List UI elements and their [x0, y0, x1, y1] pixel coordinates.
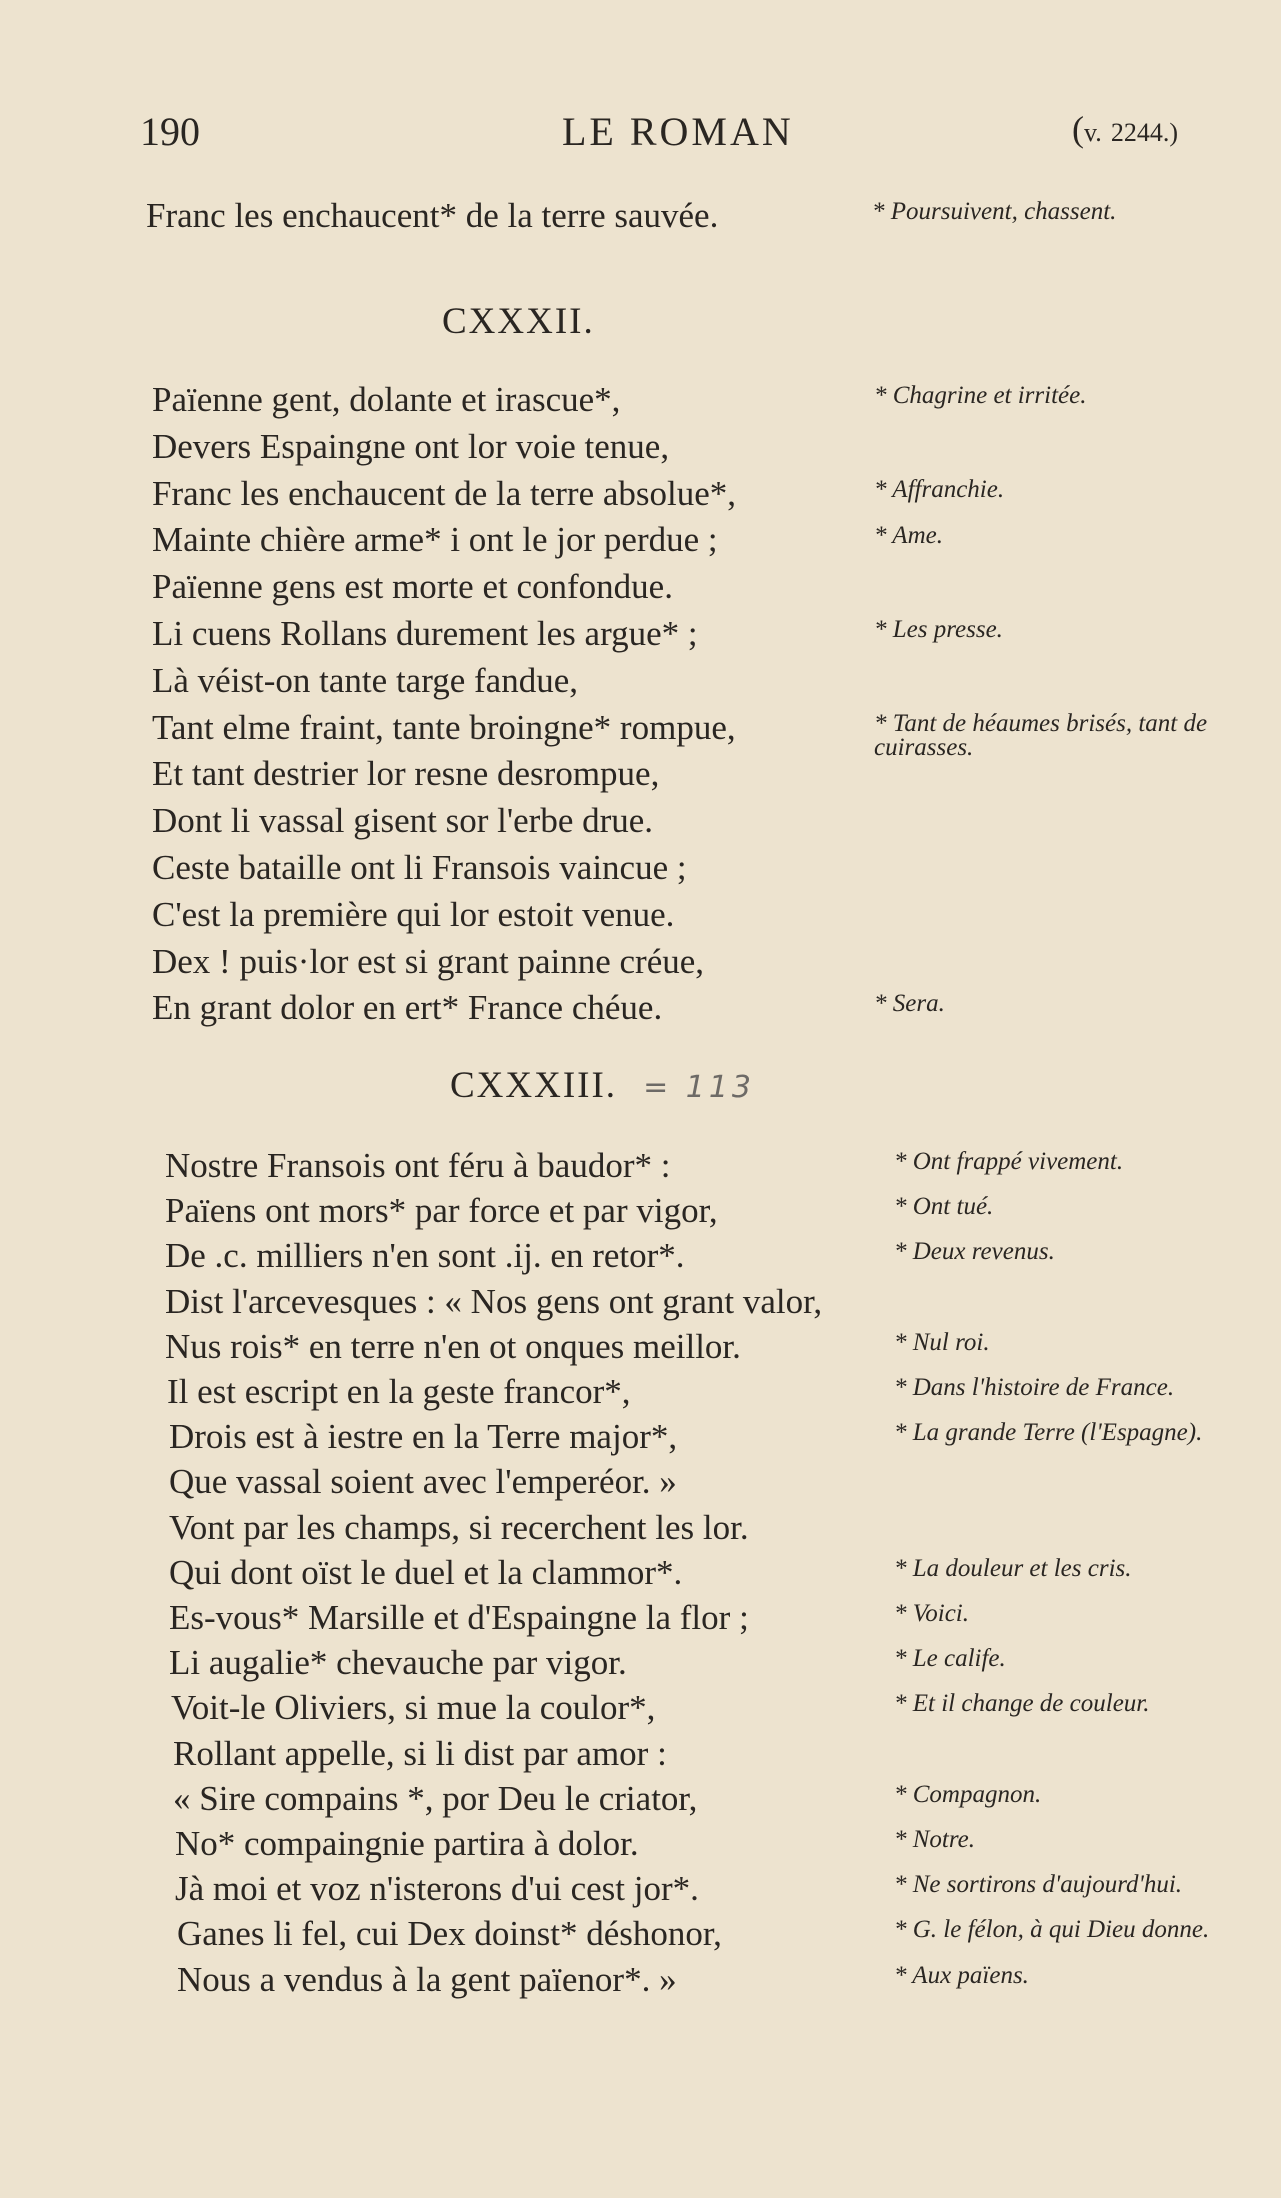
verse-line [0, 1598, 1281, 1642]
gloss-note: * Aux païens. [894, 1961, 1029, 1989]
verse-line [0, 754, 1281, 798]
running-title: LE ROMAN [562, 109, 794, 154]
gloss-note: * G. le félon, à qui Dieu donne. [894, 1916, 1210, 1944]
verse-text: Li cuens Rollans durement les argue* ; [152, 614, 698, 653]
verse-line [0, 380, 1281, 424]
verse-text: En grant dolor en ert* France chéue. [152, 988, 663, 1028]
verse-text: Tant elme fraint, tante broingne* rompue, [152, 707, 736, 747]
gloss-note: * Sera. [874, 990, 945, 1018]
verse-text: Mainte chière arme* i ont le jor perdue ; [152, 520, 718, 560]
gloss-note: * Ne sortirons d'aujourd'hui. [894, 1871, 1183, 1899]
verse-text: No* compaingnie partira à dolor. [175, 1824, 639, 1863]
pencil-annotation: = 113 [643, 1070, 755, 1105]
verse-line [0, 942, 1281, 986]
page-header [0, 108, 1281, 158]
verse-text: C'est la première qui lor estoit venue. [152, 894, 675, 934]
verse-text: Ceste bataille ont li Fransois vaincue ; [152, 848, 687, 887]
verse-line [0, 567, 1281, 611]
verse-line [0, 707, 1281, 761]
verse-text: Païens ont mors* par force et par vigor, [165, 1191, 718, 1231]
gloss-note: * Nul roi. [894, 1328, 990, 1356]
verse-text: Li augalie* chevauche par vigor. [169, 1643, 627, 1683]
verse-line [0, 196, 1281, 240]
verse-text: Païenne gens est morte et confondue. [152, 567, 673, 607]
verse-line [0, 1960, 1281, 2004]
gloss-note: * Le calife. [894, 1645, 1006, 1673]
gloss-note: * La grande Terre (l'Espagne). [894, 1419, 1203, 1447]
verse-line [0, 1462, 1281, 1506]
verse-line [0, 1688, 1281, 1732]
gloss-note: * Compagnon. [894, 1780, 1042, 1808]
page-number: 190 [140, 109, 200, 154]
verse-text: Jà moi et voz n'isterons d'ui cest jor*. [175, 1869, 699, 1909]
verse-line [0, 988, 1281, 1032]
verse-line [0, 1372, 1281, 1416]
verse-text: Dont li vassal gisent sor l'erbe drue. [152, 801, 654, 841]
verse-line [0, 1779, 1281, 1823]
verse-line [0, 1869, 1281, 1913]
verse-text: Vont par les champs, si recerchent les lor. [169, 1507, 749, 1547]
verse-line [0, 1236, 1281, 1280]
gloss-note: * Chagrine et irritée. [874, 382, 1087, 409]
verse-ref-open-paren: ( [1072, 109, 1084, 149]
verse-line [0, 895, 1281, 939]
verse-line [0, 1508, 1281, 1552]
verse-text: Drois est à iestre en la Terre major*, [169, 1417, 678, 1457]
verse-text: Là véist-on tante targe fandue, [152, 660, 578, 700]
gloss-note: * Et il change de couleur. [894, 1690, 1150, 1718]
section-title-133 [450, 1064, 755, 1107]
verse-text: Il est escript en la geste francor*, [167, 1372, 631, 1411]
gloss-note: * Voici. [894, 1600, 969, 1627]
verse-ref-number: 2244.) [1110, 118, 1178, 147]
section-title: CXXXII. [442, 301, 595, 342]
verse-text: Que vassal soient avec l'emperéor. » [169, 1462, 677, 1502]
verse-text: Nostre Fransois ont féru à baudor* : [165, 1146, 671, 1185]
verse-line [0, 520, 1281, 564]
gloss-note: * Les presse. [874, 616, 1003, 643]
verse-text: Dex ! puis·lor est si grant painne créue, [152, 941, 705, 981]
verse-text: « Sire compains *, por Deu le criator, [173, 1778, 698, 1818]
verse-text: De .c. milliers n'en sont .ij. en retor*. [165, 1236, 685, 1276]
verse-text: Franc les enchaucent* de la terre sauvée. [146, 196, 719, 235]
verse-reference [1072, 108, 1178, 150]
verse-line [0, 1417, 1281, 1461]
verse-line [0, 1282, 1281, 1326]
verse-text: Es-vous* Marsille et d'Espaingne la flor ; [169, 1598, 749, 1637]
verse-line [0, 614, 1281, 658]
verse-line [0, 1824, 1281, 1868]
verse-line [0, 1191, 1281, 1235]
gloss-note: * Poursuivent, chassent. [872, 198, 1117, 225]
verse-line [0, 1734, 1281, 1778]
gloss-note: * Notre. [894, 1826, 976, 1853]
verse-line [0, 1146, 1281, 1190]
verse-line [0, 1553, 1281, 1597]
verse-line [0, 1643, 1281, 1687]
gloss-note: * Affranchie. [874, 475, 1005, 503]
gloss-note: * Ont frappé vivement. [894, 1148, 1124, 1175]
verse-text: Rollant appelle, si li dist par amor : [173, 1733, 667, 1773]
verse-text: Et tant destrier lor resne desrompue, [152, 754, 660, 794]
gloss-note: * Ont tué. [894, 1193, 994, 1221]
verse-text: Nous a vendus à la gent païenor*. » [177, 1959, 677, 1999]
verse-text: Voit-le Oliviers, si mue la coulor*, [171, 1688, 656, 1728]
verse-text: Qui dont oïst le duel et la clammor*. [169, 1552, 683, 1592]
verse-text: Dist l'arcevesques : « Nos gens ont grant valor, [165, 1281, 823, 1321]
verse-text: Devers Espaingne ont lor voie tenue, [152, 426, 670, 466]
verse-line [0, 661, 1281, 705]
verse-text: Païenne gent, dolante et irascue*, [152, 380, 621, 419]
gloss-note: * La douleur et les cris. [894, 1554, 1132, 1582]
section-title: CXXXIII. [450, 1065, 618, 1106]
verse-line [0, 1914, 1281, 1958]
verse-line [0, 848, 1281, 892]
verse-line [0, 801, 1281, 845]
verse-line [0, 1327, 1281, 1371]
verse-text: Franc les enchaucent de la terre absolue*, [152, 473, 737, 513]
gloss-note: * Dans l'histoire de France. [894, 1374, 1175, 1401]
gloss-note: * Tant de héaumes brisés, tant de cuirasses. [874, 709, 1208, 761]
verse-ref-abbrev: v. [1084, 118, 1102, 147]
verse-line [0, 427, 1281, 471]
verse-text: Nus rois* en terre n'en ot onques meillor. [165, 1326, 741, 1366]
gloss-note: * Deux revenus. [894, 1238, 1055, 1266]
gloss-note: * Ame. [874, 522, 943, 550]
verse-text: Ganes li fel, cui Dex doinst* déshonor, [177, 1914, 722, 1954]
verse-line [0, 474, 1281, 518]
